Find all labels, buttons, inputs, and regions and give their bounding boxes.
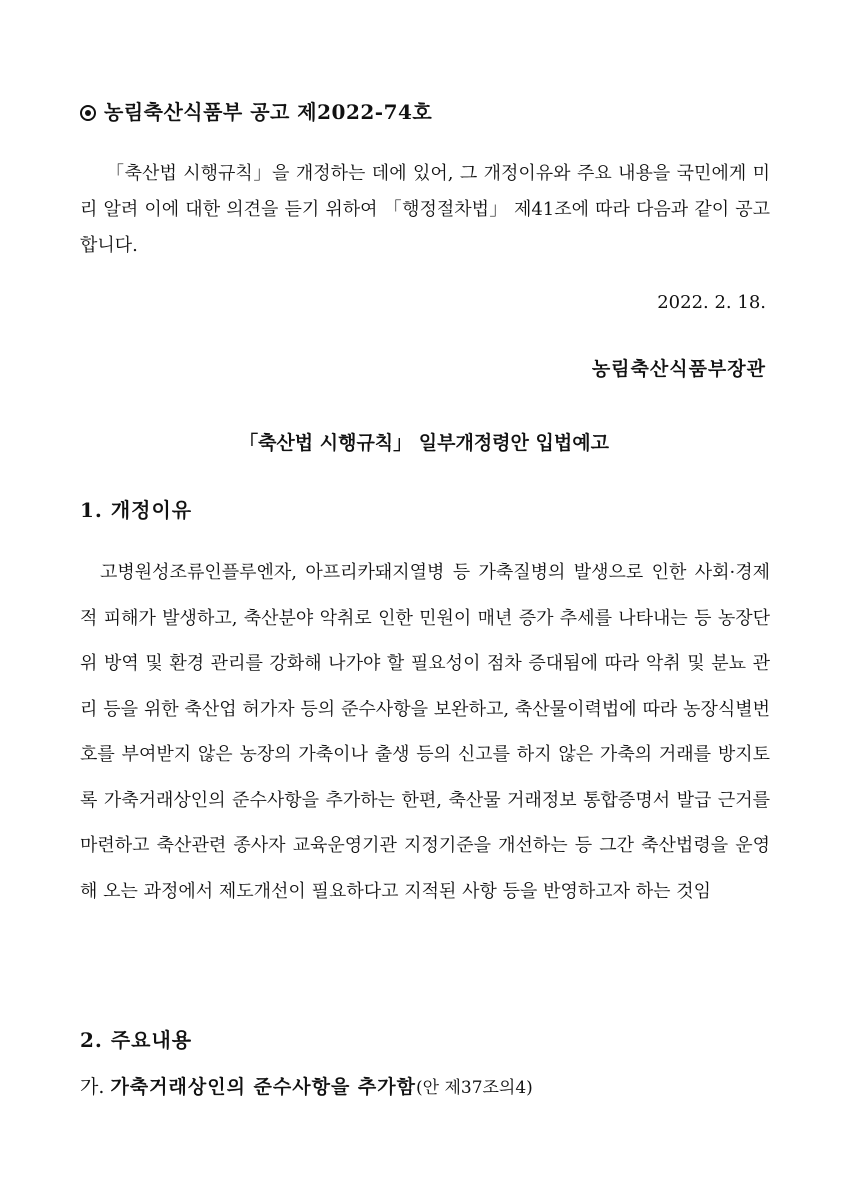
- section-heading-reason: 1. 개정이유: [80, 498, 193, 522]
- bullet-circle-icon: [80, 105, 96, 121]
- notice-signer: 농림축산식품부장관: [591, 358, 766, 380]
- sub-item-a: [80, 1072, 533, 1099]
- notice-header: [80, 96, 432, 125]
- notice-number: 농림축산식품부 공고 제2022-74호: [104, 100, 433, 124]
- sub-item-title: 가축거래상인의 준수사항을 추가함: [110, 1076, 416, 1098]
- notice-intro: 「축산법 시행규칙」을 개정하는 데에 있어, 그 개정이유와 주요 내용을 국민에게 미리 알려 이에 대한 의견을 듣기 위하여 「행정절차법」 제41조에 따라 다음과 같이 공고합니다.: [80, 163, 770, 256]
- sub-item-reference: (안 제37조의4): [416, 1078, 533, 1098]
- section-heading-main-content: 2. 주요내용: [80, 1028, 193, 1052]
- notice-date: 2022. 2. 18.: [657, 292, 766, 313]
- document-title: 「축산법 시행규칙」 일부개정령안 입법예고: [239, 432, 609, 454]
- section-body-reason: 고병원성조류인플루엔자, 아프리카돼지열병 등 가축질병의 발생으로 인한 사회·경제적 피해가 발생하고, 축산분야 악취로 인한 민원이 매년 증가 추세를 나타내는 등 농장단위 방역 및 환경 관리를 강화해 나가야 할 필요성이 점차 증대됨에 따라 악취 및 분뇨 관리 등을 위한 축산업 허가자 등의 준수사항을 보완하고, 축산물이력법에 따라 농장식별번호를 부여받지 않은 농장의 가축이나 출생 등의 신고를 하지 않은 가축의 거래를 방지토록 가축거래상인의 준수사항을 추가하는 한편, 축산물 거래정보 통합증명서 발급 근거를 마련하고 축산관련 종사자 교육운영기관 지정기준을 개선하는 등 그간 축산법령을 운영해 오는 과정에서 제도개선이 필요하다고 지적된 사항 등을 반영하고자 하는 것임: [80, 562, 770, 902]
- sub-item-prefix: 가.: [80, 1076, 105, 1098]
